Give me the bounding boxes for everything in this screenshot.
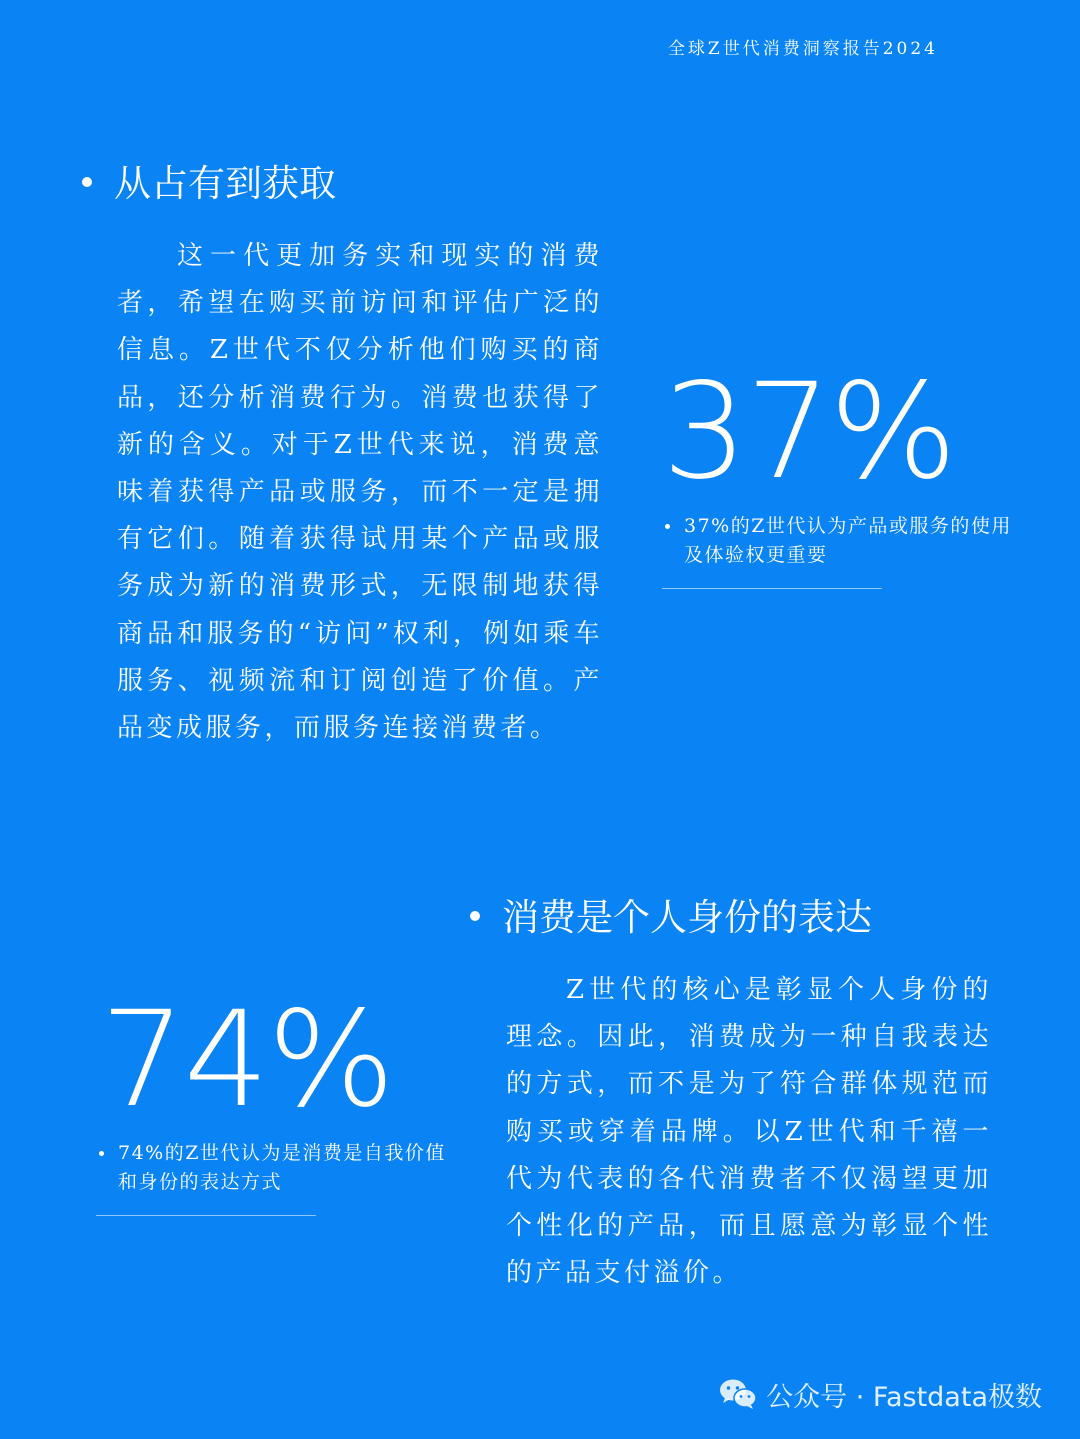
stat-37: 37% (662, 355, 956, 509)
section-title-1 (82, 162, 336, 206)
report-title: 全球Z世代消费洞察报告2024 (667, 39, 938, 59)
section1-paragraph: 这一代更加务实和现实的消费者，希望在购买前访问和评估广泛的信息。Z世代不仅分析他们购买的商品，还分析消费行为。消费也获得了新的含义。对于Z世代来说，消费意味着获得产品或服务，而不一定是拥有它们。随着获得试用某个产品或服务成为新的消费形式，无限制地获得商品和服务的“访问”权利，例如乘车服务、视频流和订阅创造了价值。产品变成服务，而服务连接消费者。 (117, 241, 603, 744)
bullet-icon (82, 177, 92, 187)
stat-37-note (662, 512, 1029, 570)
bullet-icon (665, 524, 670, 529)
stat-37-note-text: 37%的Z世代认为产品或服务的使用及体验权更重要 (684, 515, 1012, 566)
watermark (718, 1374, 1042, 1414)
section-title-1-text: 从占有到获取 (114, 162, 336, 205)
wechat-icon (718, 1377, 758, 1411)
section-title-2 (470, 896, 872, 940)
watermark-text: 公众号 · Fastdata极数 (766, 1381, 1042, 1413)
bullet-icon (99, 1151, 104, 1156)
section2-paragraph: Z世代的核心是彰显个人身份的理念。因此，消费成为一种自我表达的方式，而不是为了符合群体规范而购买或穿着品牌。以Z世代和千禧一代为代表的各代消费者不仅渴望更加个性化的产品，而且愿意为彰显个性的产品支付溢价。 (506, 975, 992, 1289)
stat-74-note-text: 74%的Z世代认为是消费是自我价值和身份的表达方式 (118, 1142, 446, 1193)
stat-74-note (96, 1139, 463, 1197)
bullet-icon (470, 911, 480, 921)
divider (662, 588, 882, 589)
divider (96, 1215, 316, 1216)
stat-74: 74% (100, 983, 394, 1137)
section-title-2-text: 消费是个人身份的表达 (502, 896, 872, 939)
